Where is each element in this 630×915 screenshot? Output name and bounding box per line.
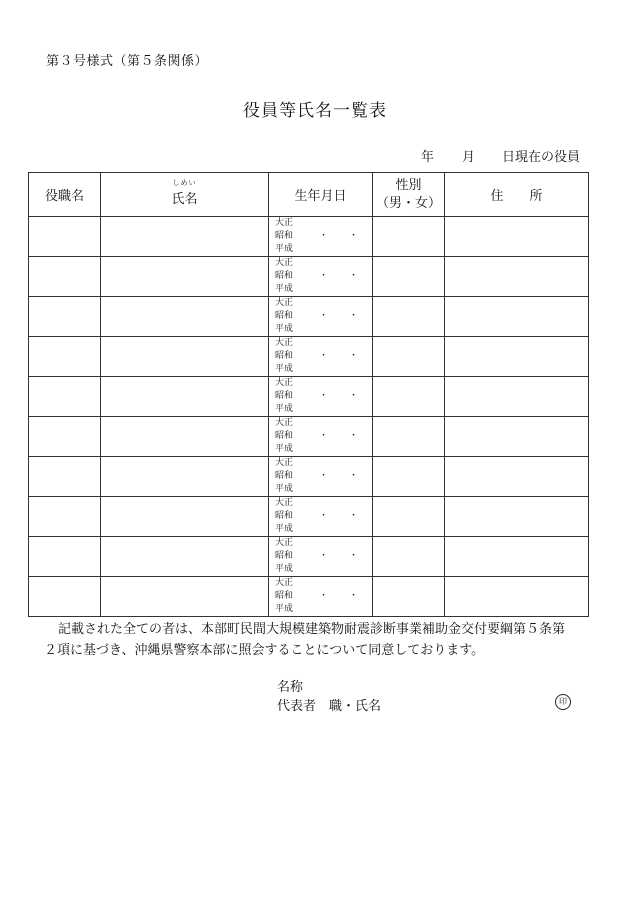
representative-label: 代表者 職・氏名 [277,699,382,714]
date-separator: ・ [319,271,329,281]
era-label: 昭和 [275,271,294,281]
birth-cell[interactable] [269,257,373,297]
date-separator: ・ [349,351,359,361]
era-label: 昭和 [275,231,294,241]
position-cell[interactable] [29,337,101,377]
date-separator: ・ [319,431,329,441]
date-separator: ・ [319,351,329,361]
name-cell[interactable] [101,577,269,617]
sex-cell[interactable] [373,217,445,257]
era-label: 平成 [275,324,294,334]
date-suffix-label: 日現在の役員 [502,150,581,165]
name-label: 氏名 [171,192,198,207]
date-separator: ・ [319,591,329,601]
position-cell[interactable] [29,417,101,457]
era-label: 平成 [275,564,294,574]
officer-table [28,172,589,617]
table-row [29,537,589,577]
sex-cell[interactable] [373,417,445,457]
birth-cell[interactable] [269,217,373,257]
sex-cell[interactable] [373,297,445,337]
table-row [29,337,589,377]
sex-cell[interactable] [373,457,445,497]
era-label: 昭和 [275,551,294,561]
position-cell[interactable] [29,497,101,537]
birth-cell[interactable] [269,537,373,577]
date-separator: ・ [349,271,359,281]
position-cell[interactable] [29,257,101,297]
address-cell[interactable] [445,257,589,297]
address-cell[interactable] [445,497,589,537]
name-cell[interactable] [101,497,269,537]
position-cell[interactable] [29,537,101,577]
table-row [29,257,589,297]
date-separator: ・ [319,391,329,401]
date-month-label: 月 [462,150,476,165]
era-label: 大正 [275,338,294,348]
era-label: 平成 [275,444,294,454]
position-cell[interactable] [29,297,101,337]
era-label: 平成 [275,404,294,414]
era-label: 大正 [275,538,294,548]
address-cell[interactable] [445,217,589,257]
table-row [29,577,589,617]
era-label: 平成 [275,524,294,534]
sex-cell[interactable] [373,537,445,577]
name-cell[interactable] [101,417,269,457]
table-row [29,497,589,537]
name-cell[interactable] [101,297,269,337]
era-label: 平成 [275,284,294,294]
table-row [29,217,589,257]
col-name [101,173,269,217]
sex-cell[interactable] [373,337,445,377]
date-separator: ・ [319,231,329,241]
era-label: 昭和 [275,431,294,441]
sex-label: 性別 [395,177,422,193]
date-separator: ・ [349,391,359,401]
seal-mark: 印 [555,694,571,710]
address-cell[interactable] [445,457,589,497]
era-label: 大正 [275,298,294,308]
date-separator: ・ [319,511,329,521]
position-cell[interactable] [29,377,101,417]
col-sex [373,173,445,217]
table-row [29,297,589,337]
era-label: 大正 [275,498,294,508]
name-cell[interactable] [101,217,269,257]
date-separator: ・ [319,311,329,321]
birth-cell[interactable] [269,497,373,537]
position-cell[interactable] [29,577,101,617]
col-birth: 生年月日 [269,173,373,217]
era-label: 昭和 [275,351,294,361]
name-cell[interactable] [101,377,269,417]
date-separator: ・ [349,431,359,441]
era-label: 昭和 [275,591,294,601]
address-cell[interactable] [445,337,589,377]
birth-cell[interactable] [269,457,373,497]
sex-cell[interactable] [373,577,445,617]
date-separator: ・ [349,511,359,521]
col-position: 役職名 [29,173,101,217]
name-ruby: しめい [172,179,197,187]
birth-cell[interactable] [269,577,373,617]
era-label: 大正 [275,458,294,468]
date-separator: ・ [349,551,359,561]
address-cell[interactable] [445,377,589,417]
era-label: 平成 [275,364,294,374]
era-label: 大正 [275,218,294,228]
table-row [29,417,589,457]
sex-options: （男・女） [375,195,441,211]
page-title: 役員等氏名一覧表 [243,101,387,121]
date-separator: ・ [349,471,359,481]
consent-line-1: 記載された全ての者は、本部町民間大規模建築物耐震診断事業補助金交付要綱第５条第 [58,622,566,637]
name-header [171,179,198,207]
era-label: 平成 [275,484,294,494]
era-label: 昭和 [275,391,294,401]
birth-cell[interactable] [269,337,373,377]
form-number: 第３号様式（第５条関係） [46,54,209,69]
sex-cell[interactable] [373,497,445,537]
era-label: 昭和 [275,471,294,481]
era-label: 大正 [275,378,294,388]
era-label: 大正 [275,578,294,588]
era-label: 昭和 [275,311,294,321]
date-separator: ・ [319,551,329,561]
era-label: 昭和 [275,511,294,521]
address-cell[interactable] [445,537,589,577]
table-row [29,457,589,497]
address-cell[interactable] [445,417,589,457]
name-cell[interactable] [101,257,269,297]
era-label: 大正 [275,258,294,268]
sex-cell[interactable] [373,257,445,297]
date-year-label: 年 [421,150,435,165]
date-separator: ・ [349,231,359,241]
birth-cell[interactable] [269,417,373,457]
org-name-label: 名称 [277,680,304,695]
era-label: 平成 [275,244,294,254]
date-separator: ・ [349,311,359,321]
date-separator: ・ [349,591,359,601]
position-cell[interactable] [29,457,101,497]
name-cell[interactable] [101,337,269,377]
sex-cell[interactable] [373,377,445,417]
birth-cell[interactable] [269,377,373,417]
birth-cell[interactable] [269,297,373,337]
table-row [29,377,589,417]
position-cell[interactable] [29,217,101,257]
address-cell[interactable] [445,577,589,617]
name-cell[interactable] [101,457,269,497]
era-label: 大正 [275,418,294,428]
era-label: 平成 [275,604,294,614]
date-separator: ・ [319,471,329,481]
table-header-row [29,173,589,217]
col-address: 住 所 [445,173,589,217]
name-cell[interactable] [101,537,269,577]
consent-line-2: ２項に基づき、沖縄県警察本部に照会することについて同意しております。 [44,643,485,658]
address-cell[interactable] [445,297,589,337]
